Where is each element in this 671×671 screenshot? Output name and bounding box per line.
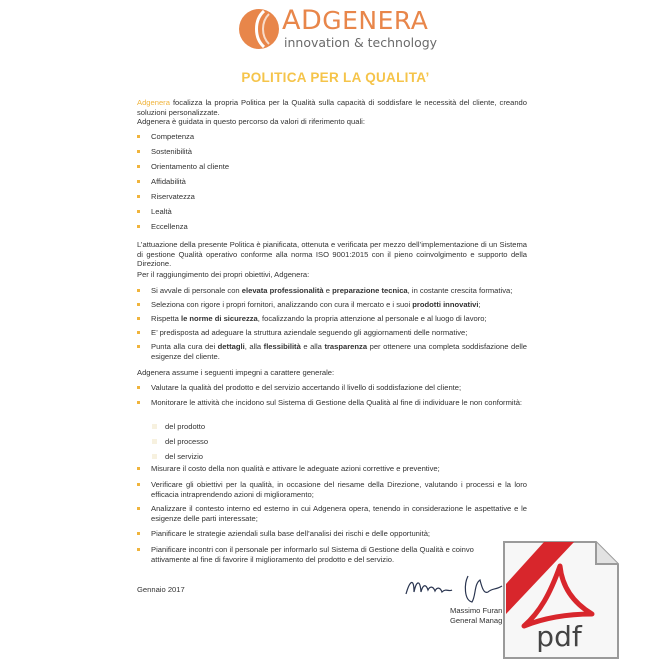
- bullet-icon: [137, 507, 140, 510]
- obiettivi-lead: Per il raggiungimento dei propri obiettivi, Adgenera:: [137, 270, 310, 279]
- impegni-lead: Adgenera assume i seguenti impegni a carattere generale:: [137, 368, 335, 377]
- checkbox-icon: [152, 439, 157, 444]
- bullet-icon: [137, 532, 140, 535]
- bullet-icon: [137, 303, 140, 306]
- bullet-icon: [137, 345, 140, 348]
- bullet-icon: [137, 317, 140, 320]
- logo-word-rest: GENERA: [322, 6, 429, 35]
- bullet-icon: [137, 150, 140, 153]
- bullet-icon: [137, 289, 140, 292]
- bullet-icon: [137, 210, 140, 213]
- bullet-icon: [137, 386, 140, 389]
- signer-name: Massimo Furan: [450, 606, 503, 615]
- signer-role: General Manag: [450, 616, 503, 625]
- logo-tagline: innovation & technology: [284, 35, 438, 50]
- checkbox-icon: [152, 424, 157, 429]
- bullet-icon: [137, 180, 140, 183]
- brand-name: Adgenera: [137, 98, 170, 107]
- bullet-icon: [137, 331, 140, 334]
- bullet-icon: [137, 467, 140, 470]
- document-date: Gennaio 2017: [137, 585, 185, 594]
- signature-icon: [402, 570, 512, 606]
- intro-values-lead: Adgenera è guidata in questo percorso da valori di riferimento quali:: [137, 117, 365, 127]
- logo-mark-icon: [238, 8, 280, 50]
- document-page: ADGENERA innovation & technology POLITICA PER LA QUALITA’ Adgenera focalizza la propria Politica per la Qualità sulla capacità di soddisfare le necessità del cliente, creando soluzioni personalizzate. Adgenera è guidata in questo percorso da valori di riferimento quali: Competenza Sostenibilità Orientamento al cliente Affidabilità Riservatezza Lealtà Eccellenza L’attuazione della presente Politica è pianificata, ottenuta e verificata per mezzo dell’implementazione di un Sistema di gestione Qualità operativo conforme alla norma ISO 9001:2015 con il pieno coinvolgimento e supporto della Direzione. Per il raggiungimento dei propri obiettivi, Adgenera: Si avvale di personale con elevata professionalità e preparazione tecnica, in costante crescita formativa; Seleziona con rigore i propri fornitori, analizzando con cura il mercato e i suoi prodotti innovativi; Rispetta le norme di sicurezza, focalizzando la propria attenzione al personale e al luogo di lavoro; E’ predisposta ad adeguare la struttura aziendale seguendo gli aggiornamenti delle normative; Punta alla cura dei dettagli, alla flessibilità e alla trasparenza per ottenere una completa soddisfazione delle esigenze del cliente. Adgenera assume i seguenti impegni a carattere generale: Valutare la qualità del prodotto e del servizio accertando il livello di soddisfazione del cliente; Monitorare le attività che incidono sul Sistema di Gestione della Qualità al fine di individuare le non conformità: Misurare il costo della non qualità e attivare le adeguate azioni correttive e preventive; Verificare gli obiettivi per la qualità, in occasione del riesame della Direzione, valutando i processi e la loro efficacia intraprendendo azioni di miglioramento; Analizzare il contesto interno ed esterno in cui Adgenera opera, tenendo in considerazione le aspettative e le esigenze delle parti interessate; Pianificare le strategie aziendali sulla base dell’analisi dei rischi e delle opportunità; Pianificare incontri con il personale per informarlo sul Sistema di Gestione della Qualità e coinvo attivamente al fine di favorire il miglioramento del prodotto e del servizio. del prodotto del processo del servizio Gennaio 2017 Massimo Furan General Manag pdf: [0, 0, 671, 671]
- bullet-icon: [137, 401, 140, 404]
- bullet-icon: [137, 195, 140, 198]
- attuazione-paragraph: L’attuazione della presente Politica è pianificata, ottenuta e verificata per mezzo dell’implementazione di un Sistema di gestione Qualità operativo conforme alla norma ISO 9001:2015 con il pieno coinvolgimento e supporto della Direzione.: [137, 240, 527, 269]
- page-title: POLITICA PER LA QUALITA’: [241, 70, 430, 85]
- bullet-icon: [137, 548, 140, 551]
- intro-text: focalizza la propria Politica per la Qualità sulla capacità di soddisfare le necessità del cliente, creando soluzioni personalizzate.: [137, 98, 527, 117]
- logo-wordmark: [282, 5, 429, 36]
- checkbox-icon: [152, 454, 157, 459]
- adgenera-logo: [238, 6, 438, 52]
- bullet-icon: [137, 225, 140, 228]
- bullet-icon: [137, 135, 140, 138]
- intro-paragraph: [137, 98, 527, 127]
- bullet-icon: [137, 165, 140, 168]
- pdf-label: pdf: [536, 620, 582, 653]
- logo-word-ad: AD: [282, 5, 323, 36]
- bullet-icon: [137, 483, 140, 486]
